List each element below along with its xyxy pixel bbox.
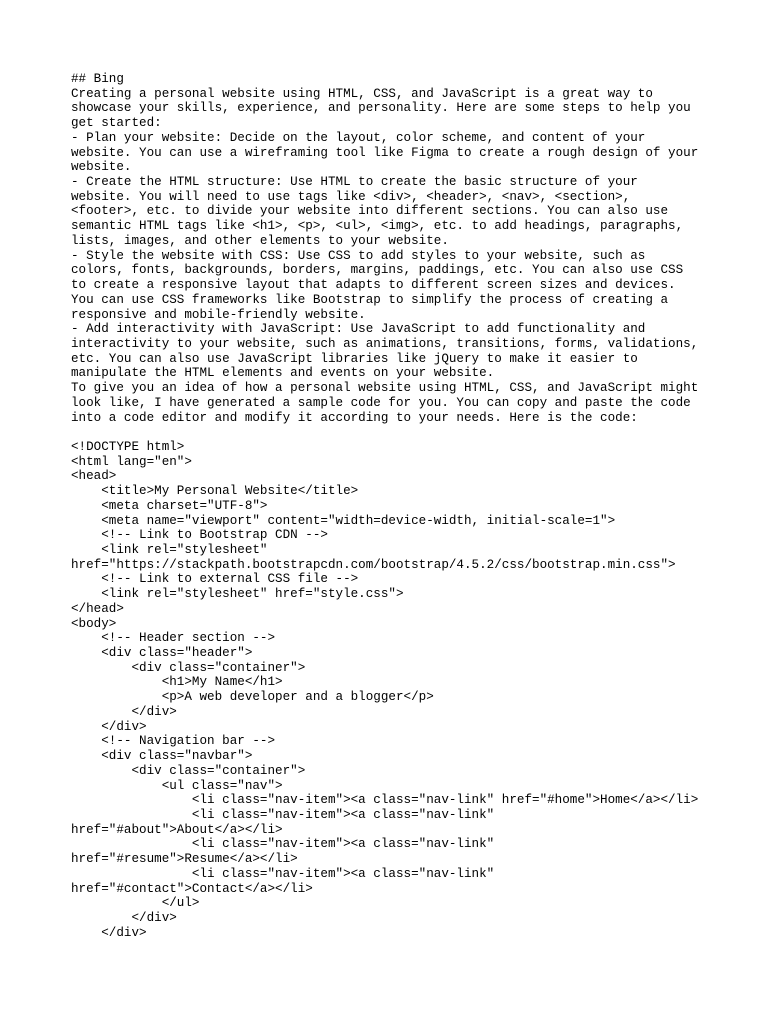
text-line: website. You will need to use tags like <div>, <header>, <nav>, <section>, [71, 189, 631, 204]
text-line: showcase your skills, experience, and personality. Here are some steps to help you [71, 101, 691, 116]
text-line: lists, images, and other elements to your website. [71, 233, 449, 248]
text-line: website. You can use a wireframing tool like Figma to create a rough design of your [71, 145, 699, 160]
text-line: <div class="header"> [71, 646, 253, 661]
text-line: <title>My Personal Website</title> [71, 484, 359, 499]
text-line: - Create the HTML structure: Use HTML to create the basic structure of your [71, 175, 638, 190]
text-line: </ul> [71, 896, 200, 911]
text-line: into a code editor and modify it according to your needs. Here is the code: [71, 410, 638, 425]
text-line: - Plan your website: Decide on the layout, color scheme, and content of your [71, 130, 646, 145]
text-line: <h1>My Name</h1> [71, 675, 283, 690]
text-line: interactivity to your website, such as animations, transitions, forms, validations, [71, 336, 699, 351]
text-line: colors, fonts, backgrounds, borders, margins, paddings, etc. You can also use CSS [71, 263, 684, 278]
text-line: <ul class="nav"> [71, 778, 283, 793]
text-line: <li class="nav-item"><a class="nav-link" href="#home">Home</a></li> [71, 793, 699, 808]
text-line: <head> [71, 469, 117, 484]
text-line: semantic HTML tags like <h1>, <p>, <ul>, <img>, etc. to add headings, paragraphs, [71, 219, 684, 234]
text-line: responsive and mobile-friendly website. [71, 307, 366, 322]
text-line: to create a responsive layout that adapts to different screen sizes and devices. [71, 278, 676, 293]
text-line: <html lang="en"> [71, 454, 192, 469]
text-line: <!-- Navigation bar --> [71, 734, 276, 749]
text-line: href="#about">About</a></li> [71, 822, 283, 837]
text-line: </div> [71, 910, 177, 925]
text-line: Creating a personal website using HTML, CSS, and JavaScript is a great way to [71, 86, 653, 101]
text-line: </head> [71, 601, 124, 616]
text-line: <li class="nav-item"><a class="nav-link" [71, 807, 495, 822]
text-line: <meta charset="UTF-8"> [71, 498, 268, 513]
text-line: href="https://stackpath.bootstrapcdn.com/bootstrap/4.5.2/css/bootstrap.min.css"> [71, 557, 676, 572]
text-line [71, 425, 711, 440]
text-line: <footer>, etc. to divide your website into different sections. You can also use [71, 204, 669, 219]
text-line: <div class="container"> [71, 660, 306, 675]
text-line: <div class="container"> [71, 763, 306, 778]
text-line: <!DOCTYPE html> [71, 439, 185, 454]
text-line: <div class="navbar"> [71, 749, 253, 764]
text-line: <!-- Header section --> [71, 631, 276, 646]
text-line: - Add interactivity with JavaScript: Use JavaScript to add functionality and [71, 322, 646, 337]
text-line: </div> [71, 719, 147, 734]
text-line: manipulate the HTML elements and events on your website. [71, 366, 495, 381]
text-line: To give you an idea of how a personal website using HTML, CSS, and JavaScript might [71, 381, 699, 396]
text-line: <!-- Link to Bootstrap CDN --> [71, 528, 328, 543]
text-line: </div> [71, 925, 147, 940]
text-line: - Style the website with CSS: Use CSS to add styles to your website, such as [71, 248, 646, 263]
text-line: <body> [71, 616, 117, 631]
text-line: ## Bing [71, 72, 124, 86]
text-line: <li class="nav-item"><a class="nav-link" [71, 837, 495, 852]
text-line: website. [71, 160, 132, 175]
text-line: href="#resume">Resume</a></li> [71, 852, 298, 867]
text-line: get started: [71, 116, 162, 131]
text-line: etc. You can also use JavaScript libraries like jQuery to make it easier to [71, 351, 638, 366]
document-page [71, 72, 711, 940]
text-line: </div> [71, 704, 177, 719]
text-line: <link rel="stylesheet" [71, 543, 268, 557]
text-line: <!-- Link to external CSS file --> [71, 572, 359, 587]
text-line: look like, I have generated a sample code for you. You can copy and paste the code [71, 395, 691, 410]
text-line: <p>A web developer and a blogger</p> [71, 690, 434, 705]
text-line: <li class="nav-item"><a class="nav-link" [71, 866, 495, 881]
text-line: href="#contact">Contact</a></li> [71, 881, 313, 896]
text-line: <link rel="stylesheet" href="style.css"> [71, 587, 404, 602]
text-line: You can use CSS frameworks like Bootstrap to simplify the process of creating a [71, 292, 669, 307]
text-line: <meta name="viewport" content="width=device-width, initial-scale=1"> [71, 513, 616, 528]
